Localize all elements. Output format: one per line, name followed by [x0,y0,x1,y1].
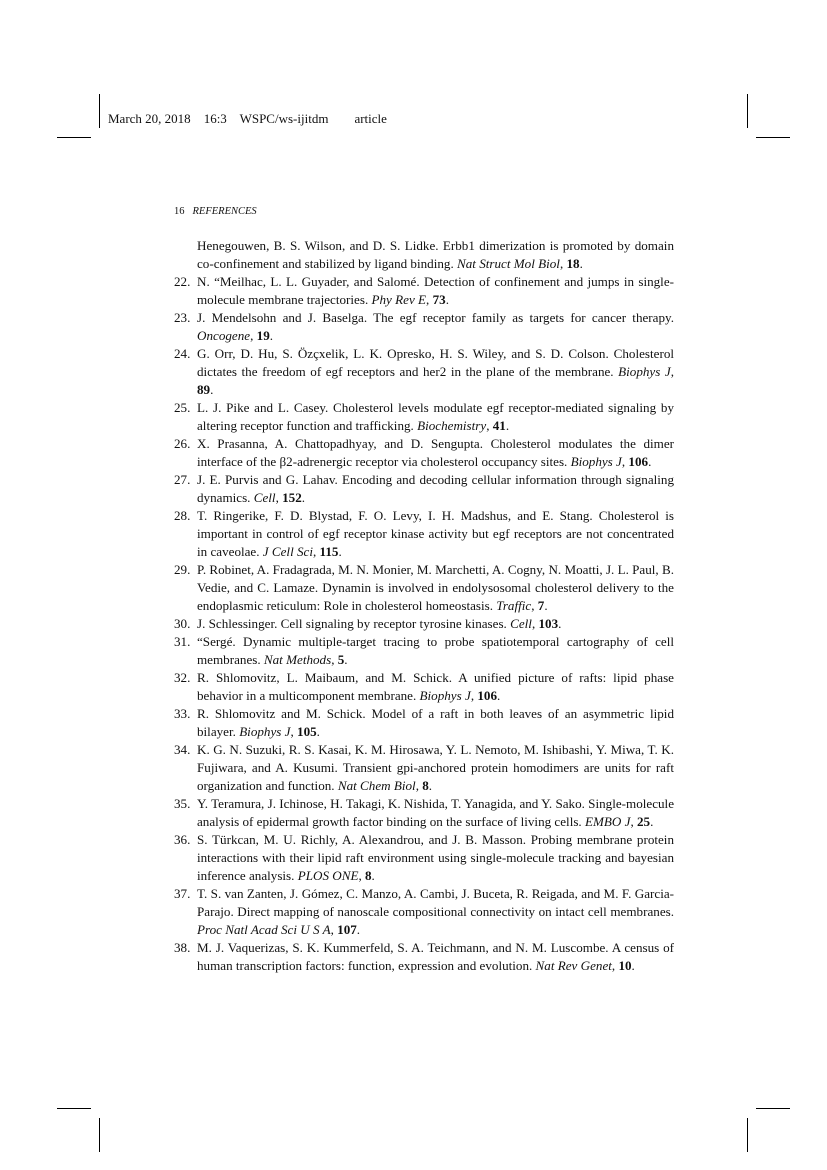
reference-text: K. G. N. Suzuki, R. S. Kasai, K. M. Hirosawa, Y. L. Nemoto, M. Ishibashi, Y. Miwa, T. K. Fujiwara, and A. Kusumi. Transient gpi-anchored protein homodimers are units for raft organization and function. [197,742,674,793]
reference-journal: Oncogene [197,328,251,343]
reference-number: 29. [174,562,191,577]
reference-item [174,237,674,273]
reference-volume: 41 [492,418,506,433]
reference-volume: 73 [432,292,446,307]
reference-journal: Nat Struct Mol Biol [457,256,560,271]
running-head [174,206,257,217]
reference-item [174,795,674,831]
reference-item [174,705,674,741]
reference-text: Y. Teramura, J. Ichinose, H. Takagi, K. Nishida, T. Yanagida, and Y. Sako. Single-molecule analysis of epidermal growth factor binding on the surface of living cells. [197,796,674,829]
header-journal: WSPC/ws-ijitdm [239,111,329,126]
crop-mark-top-right-h [756,137,790,138]
reference-list [174,237,674,975]
reference-body: N. “Meilhac, L. L. Guyader, and Salomé. Detection of confinement and jumps in single-molecule membrane trajectories. Phy Rev E, 73. [197,274,674,307]
reference-item [174,831,674,885]
reference-volume: 105 [297,724,317,739]
reference-journal: Biophys J [419,688,471,703]
reference-number: 36. [174,832,191,847]
reference-text: S. Türkcan, M. U. Richly, A. Alexandrou, and J. B. Masson. Probing membrane protein interactions with their lipid raft environment using single-molecule tracking and bayesian inference analysis. [197,832,674,883]
reference-text: R. Shlomovitz, L. Maibaum, and M. Schick. A unified picture of rafts: lipid phase behavior in a multicomponent membrane. [197,670,674,703]
reference-item [174,399,674,435]
reference-text: N. “Meilhac, L. L. Guyader, and Salomé. Detection of confinement and jumps in single-molecule membrane trajectories. [197,274,674,307]
reference-item [174,741,674,795]
crop-mark-bottom-left-v [99,1118,100,1152]
reference-journal: Biophys J [618,364,671,379]
reference-volume: 18 [566,256,580,271]
reference-number: 26. [174,436,191,451]
reference-body: Henegouwen, B. S. Wilson, and D. S. Lidke. Erbb1 dimerization is promoted by domain co-confinement and stabilized by ligand binding. Nat Struct Mol Biol, 18. [197,238,674,271]
reference-text: T. S. van Zanten, J. Gómez, C. Manzo, A. Cambi, J. Buceta, R. Reigada, and M. F. Garcia-Parajo. Direct mapping of nanoscale compositional connectivity on intact cell membranes. [197,886,674,919]
crop-mark-bottom-right-h [756,1108,790,1109]
reference-text: J. Schlessinger. Cell signaling by receptor tyrosine kinases. [197,616,511,631]
reference-number: 33. [174,706,191,721]
reference-journal: EMBO J [584,814,631,829]
reference-text: T. Ringerike, F. D. Blystad, F. O. Levy, I. H. Madshus, and E. Stang. Cholesterol is important in control of egf receptor kinase activity but egf receptors are not concentrated in caveolae. [197,508,674,559]
reference-volume: 10 [618,958,632,973]
running-title: REFERENCES [192,206,257,217]
reference-journal: J Cell Sci [262,544,313,559]
reference-body: P. Robinet, A. Fradagrada, M. N. Monier, M. Marchetti, A. Cogny, N. Moatti, J. L. Paul, B. Vedie, and C. Lamaze. Dynamin is involved in endolysosomal cholesterol delivery to the endoplasmic reticulum: Role in cholesterol homeostasis. Traffic, 7. [197,562,674,613]
reference-body: X. Prasanna, A. Chattopadhyay, and D. Sengupta. Cholesterol modulates the dimer interface of the β2-adrenergic receptor via cholesterol occupancy sites. Biophys J, 106. [197,436,674,469]
reference-journal: Nat Chem Biol [337,778,416,793]
reference-number: 30. [174,616,191,631]
reference-journal: Phy Rev E [371,292,427,307]
reference-item [174,633,674,669]
reference-journal: Biochemistry [417,418,487,433]
header-kind: article [354,111,387,126]
reference-body: J. Mendelsohn and J. Baselga. The egf receptor family as targets for cancer therapy. Oncogene, 19. [197,310,674,343]
reference-volume: 106 [628,454,649,469]
reference-journal: PLOS ONE [297,868,359,883]
reference-journal: Traffic [496,598,532,613]
header-time: 16:3 [203,111,227,126]
reference-volume: 8 [422,778,429,793]
crop-mark-bottom-right-v [747,1118,748,1152]
reference-body: R. Shlomovitz, L. Maibaum, and M. Schick. A unified picture of rafts: lipid phase behavior in a multicomponent membrane. Biophys J, 106. [197,670,674,703]
reference-number: 34. [174,742,191,757]
reference-number: 24. [174,346,191,361]
reference-item [174,471,674,507]
reference-number: 25. [174,400,191,415]
reference-body: J. E. Purvis and G. Lahav. Encoding and decoding cellular information through signaling dynamics. Cell, 152. [197,472,674,505]
page-number: 16 [174,206,185,217]
reference-number: 32. [174,670,191,685]
reference-volume: 103 [538,616,559,631]
reference-body: J. Schlessinger. Cell signaling by receptor tyrosine kinases. Cell, 103. [197,616,562,631]
reference-text: J. E. Purvis and G. Lahav. Encoding and decoding cellular information through signaling dynamics. [197,472,674,505]
reference-volume: 7 [537,598,545,613]
reference-journal: Nat Methods [263,652,332,667]
reference-number: 31. [174,634,191,649]
reference-body: G. Orr, D. Hu, S. Özçxelik, L. K. Opresko, H. S. Wiley, and S. D. Colson. Cholesterol dictates the freedom of egf receptors and her2 in the plane of the membrane. Biophys J, 89. [197,346,674,397]
reference-volume: 25 [636,814,651,829]
crop-mark-top-left-v [99,94,100,128]
reference-item [174,273,674,309]
reference-body: M. J. Vaquerizas, S. K. Kummerfeld, S. A. Teichmann, and N. M. Luscombe. A census of human transcription factors: function, expression and evolution. Nat Rev Genet, 10. [197,940,674,973]
reference-item [174,435,674,471]
reference-body: K. G. N. Suzuki, R. S. Kasai, K. M. Hirosawa, Y. L. Nemoto, M. Ishibashi, Y. Miwa, T. K. Fujiwara, and A. Kusumi. Transient gpi-anchored protein homodimers are units for raft organization and function. Nat Chem Biol, 8. [197,742,674,793]
reference-number: 22. [174,274,191,289]
reference-journal: Cell [253,490,276,505]
reference-body: Y. Teramura, J. Ichinose, H. Takagi, K. Nishida, T. Yanagida, and Y. Sako. Single-molecule analysis of epidermal growth factor binding on the surface of living cells. EMBO J, 25. [197,796,674,829]
reference-number: 35. [174,796,191,811]
reference-text: P. Robinet, A. Fradagrada, M. N. Monier, M. Marchetti, A. Cogny, N. Moatti, J. L. Paul, B. Vedie, and C. Lamaze. Dynamin is involved in endolysosomal cholesterol delivery to the endoplasmic reticulum: Role in cholesterol homeostasis. [197,562,674,613]
reference-text: Henegouwen, B. S. Wilson, and D. S. Lidke. Erbb1 dimerization is promoted by domain co-confinement and stabilized by ligand binding. [197,238,674,271]
reference-journal: Proc Natl Acad Sci U S A [197,922,331,937]
reference-body: R. Shlomovitz and M. Schick. Model of a raft in both leaves of an asymmetric lipid bilayer. Biophys J, 105. [197,706,674,739]
page-header [108,111,387,127]
crop-mark-top-right-v [747,94,748,128]
reference-text: G. Orr, D. Hu, S. Özçxelik, L. K. Opresko, H. S. Wiley, and S. D. Colson. Cholesterol dictates the freedom of egf receptors and her2 in the plane of the membrane. [197,346,674,379]
reference-item [174,561,674,615]
header-date: March 20, 2018 [108,111,191,126]
reference-item [174,345,674,399]
reference-number: 38. [174,940,191,955]
reference-item [174,615,674,633]
reference-volume: 106 [477,688,497,703]
reference-journal: Biophys J [570,454,622,469]
reference-number: 27. [174,472,191,487]
reference-volume: 152 [282,490,302,505]
reference-body: T. Ringerike, F. D. Blystad, F. O. Levy, I. H. Madshus, and E. Stang. Cholesterol is important in control of egf receptor kinase activity but egf receptors are not concentrated in caveolae. J Cell Sci, 115. [197,508,674,559]
reference-body: S. Türkcan, M. U. Richly, A. Alexandrou, and J. B. Masson. Probing membrane protein interactions with their lipid raft environment using single-molecule tracking and bayesian inference analysis. PLOS ONE, 8. [197,832,674,883]
crop-mark-top-left-h [57,137,91,138]
reference-text: L. J. Pike and L. Casey. Cholesterol levels modulate egf receptor-mediated signaling by altering receptor function and trafficking. [197,400,674,433]
reference-text: J. Mendelsohn and J. Baselga. The egf receptor family as targets for cancer therapy. [197,310,674,325]
reference-text: “Sergé. Dynamic multiple-target tracing to probe spatiotemporal cartography of cell membranes. [197,634,674,667]
reference-item [174,507,674,561]
reference-number [174,237,197,273]
reference-volume: 8 [365,868,372,883]
reference-item [174,885,674,939]
reference-number: 37. [174,886,191,901]
reference-item [174,939,674,975]
reference-volume: 19 [256,328,270,343]
reference-volume: 5 [337,652,345,667]
reference-body: “Sergé. Dynamic multiple-target tracing to probe spatiotemporal cartography of cell membranes. Nat Methods, 5. [197,634,674,667]
reference-journal: Nat Rev Genet [535,958,612,973]
reference-number: 28. [174,508,191,523]
reference-journal: Biophys J [239,724,291,739]
reference-volume: 89 [197,382,211,397]
reference-text: M. J. Vaquerizas, S. K. Kummerfeld, S. A. Teichmann, and N. M. Luscombe. A census of human transcription factors: function, expression and evolution. [197,940,674,973]
reference-journal: Cell [510,616,532,631]
reference-body: T. S. van Zanten, J. Gómez, C. Manzo, A. Cambi, J. Buceta, R. Reigada, and M. F. Garcia-Parajo. Direct mapping of nanoscale compositional connectivity on intact cell membranes. Proc Natl Acad Sci U S A, 107. [197,886,674,937]
reference-volume: 115 [319,544,339,559]
reference-item [174,309,674,345]
reference-volume: 107 [337,922,357,937]
reference-item [174,669,674,705]
reference-text: X. Prasanna, A. Chattopadhyay, and D. Sengupta. Cholesterol modulates the dimer interface of the β2-adrenergic receptor via cholesterol occupancy sites. [197,436,674,469]
crop-mark-bottom-left-h [57,1108,91,1109]
reference-body: L. J. Pike and L. Casey. Cholesterol levels modulate egf receptor-mediated signaling by altering receptor function and trafficking. Biochemistry, 41. [197,400,674,433]
reference-number: 23. [174,310,191,325]
reference-text: R. Shlomovitz and M. Schick. Model of a raft in both leaves of an asymmetric lipid bilayer. [197,706,674,739]
